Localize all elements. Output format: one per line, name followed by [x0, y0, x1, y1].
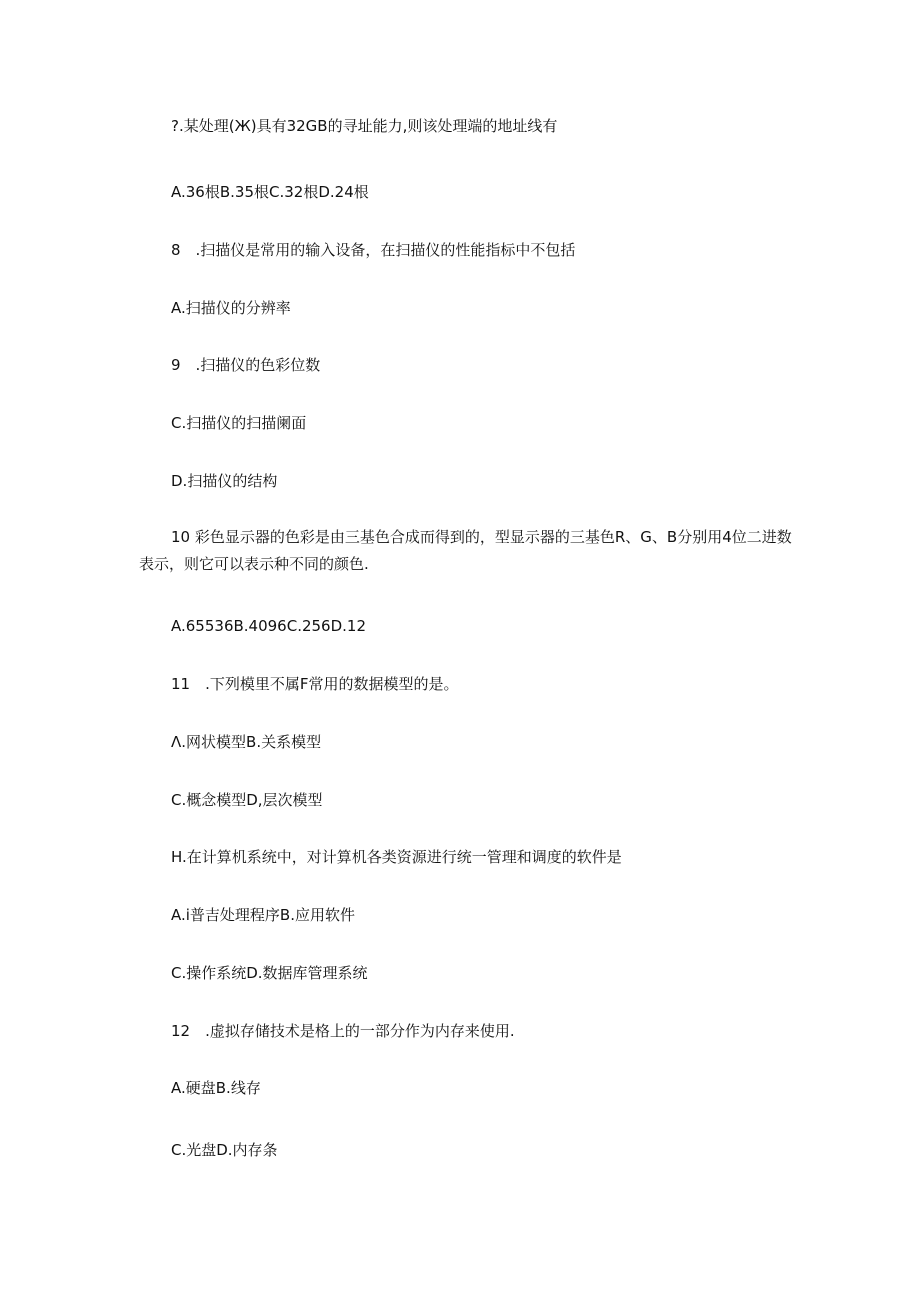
question-12-stem: 12 .虚拟存储技术是格上的一部分作为内存来使用.: [171, 1022, 515, 1040]
question-h-options-ab: A.i普吉处理程序B.应用软件: [171, 906, 355, 924]
question-10-stem: 10 彩色显示器的色彩是由三基色合成而得到的，型显示器的三基色R、G、B分别用4位二进数表示，则它可以表示种不同的颜色.: [139, 528, 792, 573]
question-11-options-cd: C.概念模型D,层次模型: [171, 791, 323, 809]
question-11-stem: 11 .下列模里不属F常用的数据模型的是。: [171, 675, 459, 693]
question-12-options-cd: C.光盘D.内存条: [171, 1141, 278, 1159]
question-8-stem: 8 .扫描仪是常用的输入设备，在扫描仪的性能指标中不包括: [171, 241, 576, 259]
question-11-options-ab: Λ.网状模型B.关系模型: [171, 733, 322, 751]
question-7-options: A.36根B.35根C.32根D.24根: [171, 183, 369, 201]
question-12-options-ab: A.硬盘B.线存: [171, 1079, 261, 1097]
question-8-option-d: D.扫描仪的结构: [171, 472, 278, 490]
question-7-stem: ?.某处理(Ж)具有32GB的寻址能力,则该处理端的地址线有: [171, 117, 558, 135]
question-8-option-c: C.扫描仪的扫描阑面: [171, 414, 307, 432]
question-h-options-cd: C.操作系统D.数据库管理系统: [171, 964, 368, 982]
question-8-option-a: A.扫描仪的分辨率: [171, 299, 291, 317]
question-10-options: A.65536B.4096C.256D.12: [171, 617, 366, 635]
question-8-option-b: 9 .扫描仪的色彩位数: [171, 356, 321, 374]
question-h-stem: H.在计算机系统中，对计算机各类资源进行统一管理和调度的软件是: [171, 848, 622, 866]
